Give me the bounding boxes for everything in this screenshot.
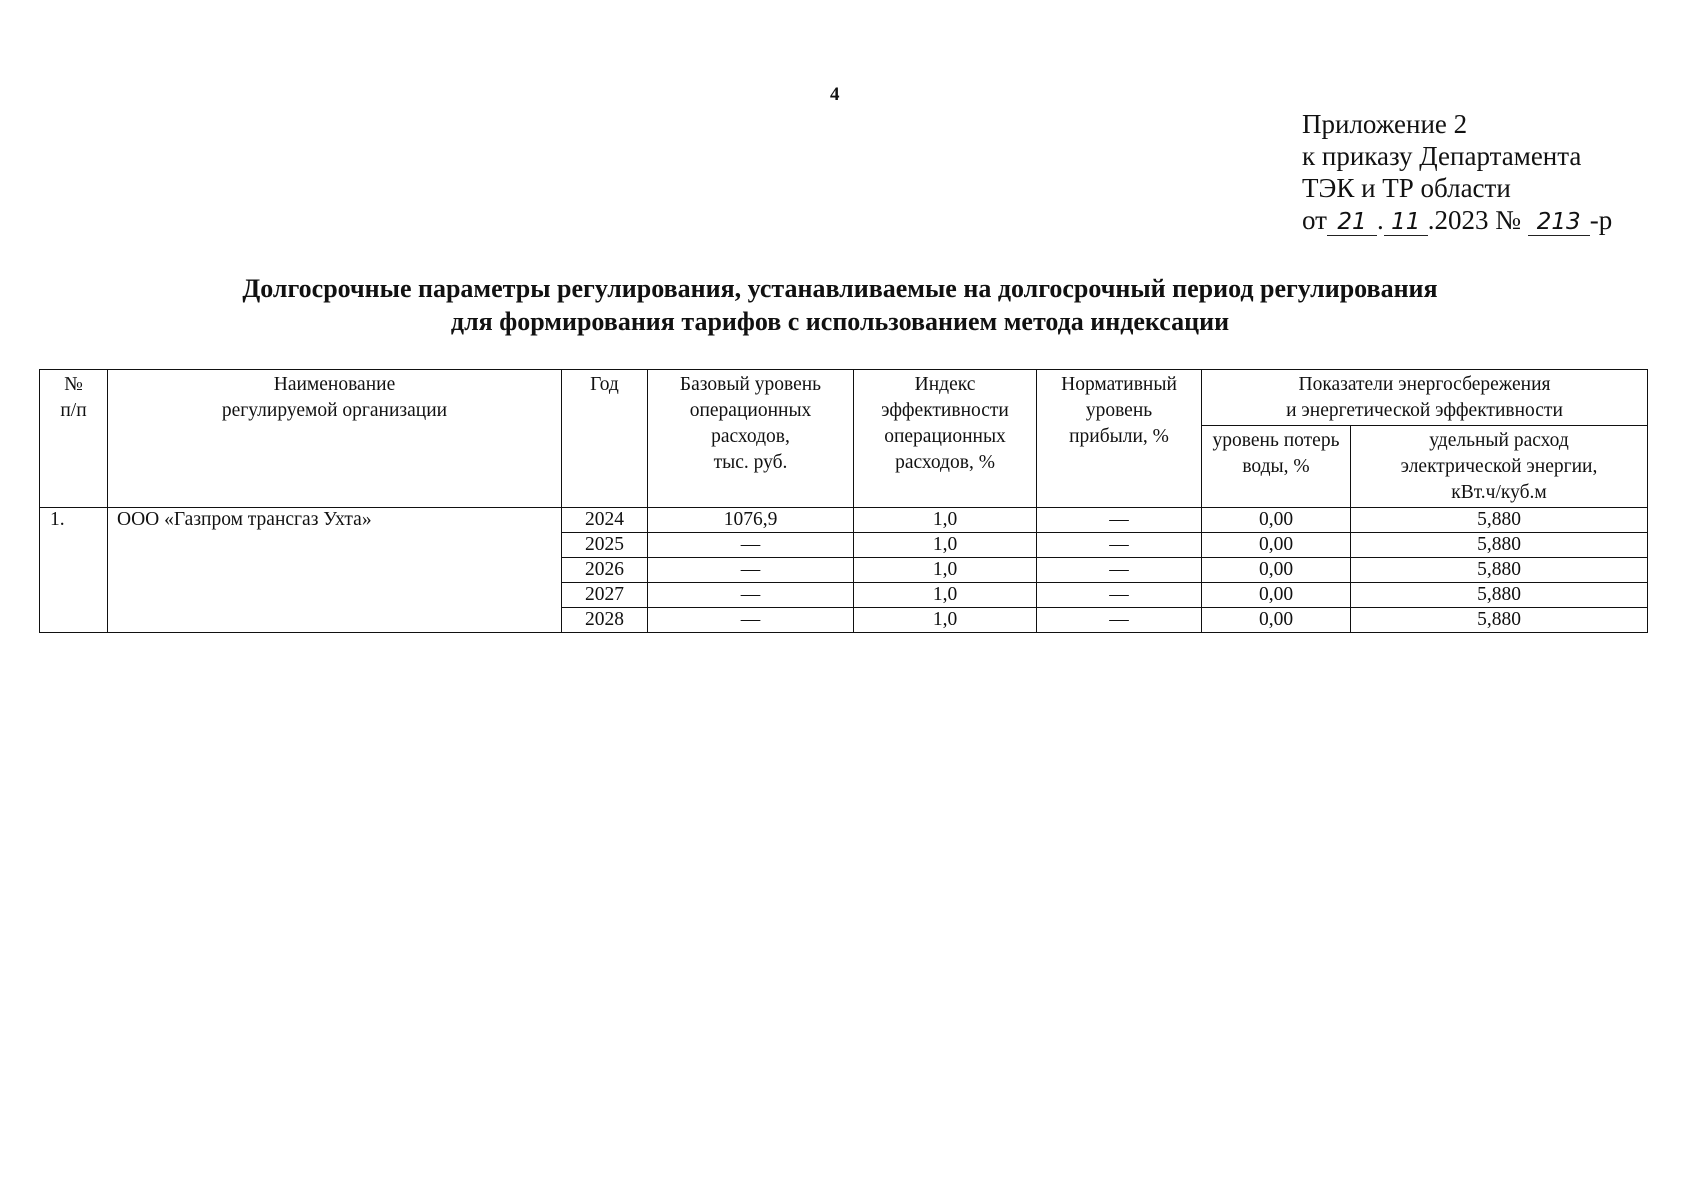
order-number-handwritten: 213 bbox=[1528, 209, 1590, 236]
cell-consumption: 5,880 bbox=[1351, 508, 1648, 533]
cell-profit: — bbox=[1037, 558, 1202, 583]
cell-year: 2028 bbox=[562, 608, 648, 633]
appendix-block bbox=[1302, 108, 1612, 236]
document-title-line-1: Долгосрочные параметры регулирования, устанавливаемые на долгосрочный период регулирования bbox=[242, 274, 1438, 303]
cell-profit: — bbox=[1037, 508, 1202, 533]
cell-loss: 0,00 bbox=[1202, 533, 1351, 558]
cell-base: — bbox=[648, 533, 854, 558]
cell-year: 2025 bbox=[562, 533, 648, 558]
cell-consumption: 5,880 bbox=[1351, 608, 1648, 633]
cell-year: 2027 bbox=[562, 583, 648, 608]
header-energy-indicators: Показатели энергосбережения и энергетической эффективности bbox=[1202, 370, 1648, 426]
appendix-line-3: ТЭК и ТР области bbox=[1302, 173, 1511, 203]
order-suffix: -р bbox=[1589, 205, 1613, 235]
cell-consumption: 5,880 bbox=[1351, 583, 1648, 608]
appendix-line-1: Приложение 2 bbox=[1302, 109, 1468, 139]
header-number: № п/п bbox=[40, 370, 108, 508]
page-number: 4 bbox=[830, 84, 840, 105]
row-number: 1. bbox=[40, 508, 108, 633]
cell-year: 2024 bbox=[562, 508, 648, 533]
cell-base: 1076,9 bbox=[648, 508, 854, 533]
cell-index: 1,0 bbox=[854, 558, 1037, 583]
cell-index: 1,0 bbox=[854, 508, 1037, 533]
cell-consumption: 5,880 bbox=[1351, 558, 1648, 583]
header-organization: Наименование регулируемой организации bbox=[108, 370, 562, 508]
cell-profit: — bbox=[1037, 583, 1202, 608]
cell-loss: 0,00 bbox=[1202, 583, 1351, 608]
date-day-handwritten: 21 bbox=[1327, 209, 1377, 236]
cell-base: — bbox=[648, 558, 854, 583]
cell-index: 1,0 bbox=[854, 533, 1037, 558]
document-title bbox=[60, 272, 1620, 338]
cell-consumption: 5,880 bbox=[1351, 533, 1648, 558]
cell-year: 2026 bbox=[562, 558, 648, 583]
cell-loss: 0,00 bbox=[1202, 558, 1351, 583]
cell-index: 1,0 bbox=[854, 608, 1037, 633]
header-profit-level: Нормативный уровень прибыли, % bbox=[1037, 370, 1202, 508]
cell-base: — bbox=[648, 608, 854, 633]
header-water-loss: уровень потерь воды, % bbox=[1202, 426, 1351, 508]
date-month-handwritten: 11 bbox=[1384, 209, 1428, 236]
appendix-date-line bbox=[1302, 204, 1612, 236]
date-prefix: от bbox=[1302, 205, 1327, 235]
cell-index: 1,0 bbox=[854, 583, 1037, 608]
cell-profit: — bbox=[1037, 608, 1202, 633]
header-year: Год bbox=[562, 370, 648, 508]
date-separator: . bbox=[1376, 205, 1384, 235]
header-energy-consumption: удельный расход электрической энергии, кВт.ч/куб.м bbox=[1351, 426, 1648, 508]
cell-profit: — bbox=[1037, 533, 1202, 558]
table-row bbox=[40, 508, 1648, 533]
date-year-number-label: .2023 № bbox=[1427, 205, 1521, 235]
header-efficiency-index: Индекс эффективности операционных расходов, % bbox=[854, 370, 1037, 508]
cell-loss: 0,00 bbox=[1202, 608, 1351, 633]
header-base-expenses: Базовый уровень операционных расходов, тыс. руб. bbox=[648, 370, 854, 508]
cell-base: — bbox=[648, 583, 854, 608]
parameters-table bbox=[39, 369, 1648, 633]
document-title-line-2: для формирования тарифов с использованием метода индексации bbox=[450, 307, 1230, 336]
organization-name: ООО «Газпром трансгаз Ухта» bbox=[108, 508, 562, 633]
cell-loss: 0,00 bbox=[1202, 508, 1351, 533]
appendix-line-2: к приказу Департамента bbox=[1302, 141, 1582, 171]
